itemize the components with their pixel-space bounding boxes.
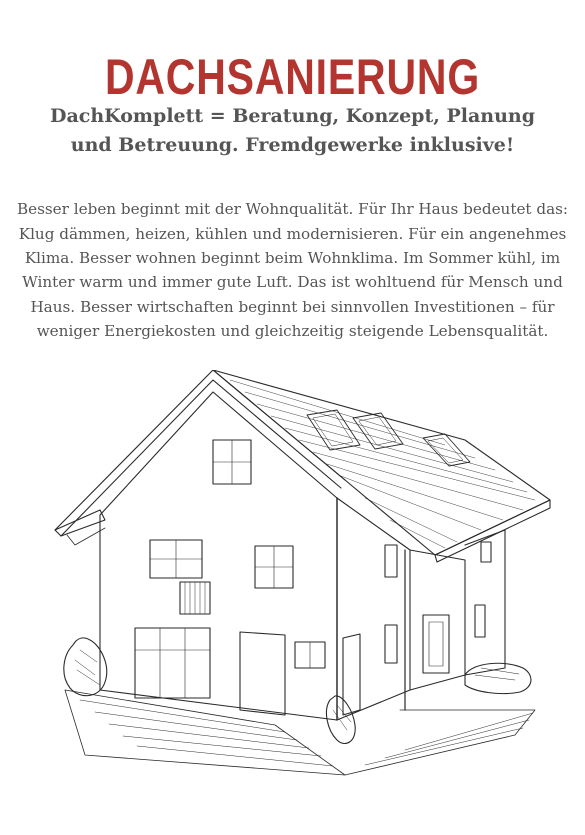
intro-paragraph: Besser leben beginnt mit der Wohnqualität. Für Ihr Haus bedeutet das: Klug dämmen, heizen, kühlen und modernisieren. Für ein angenehmes Klima. Besser wohnen beginnt beim Wohnklima. Im Sommer kühl, im Winter warm und immer gute Luft. Das ist wohltuend für Mensch und Haus. Besser wirtschaften beginnt bei sinnvollen Investitionen – für weniger Energiekosten und gleichzeitig steigende Lebensqualität. [16,200,569,341]
terrace-icon [65,690,535,775]
roof-icon [55,370,550,562]
door-icon [135,542,491,715]
page-title: DACHSANIERUNG [104,48,481,105]
window-icon [150,440,293,614]
house-sketch-icon [45,370,570,785]
page-subtitle: DachKomplett = Beratung, Konzept, Planung und Betreuung. Fremdgewerke inklusive! [49,104,536,156]
side-wall-icon [337,498,505,720]
bush-icon [64,638,531,744]
